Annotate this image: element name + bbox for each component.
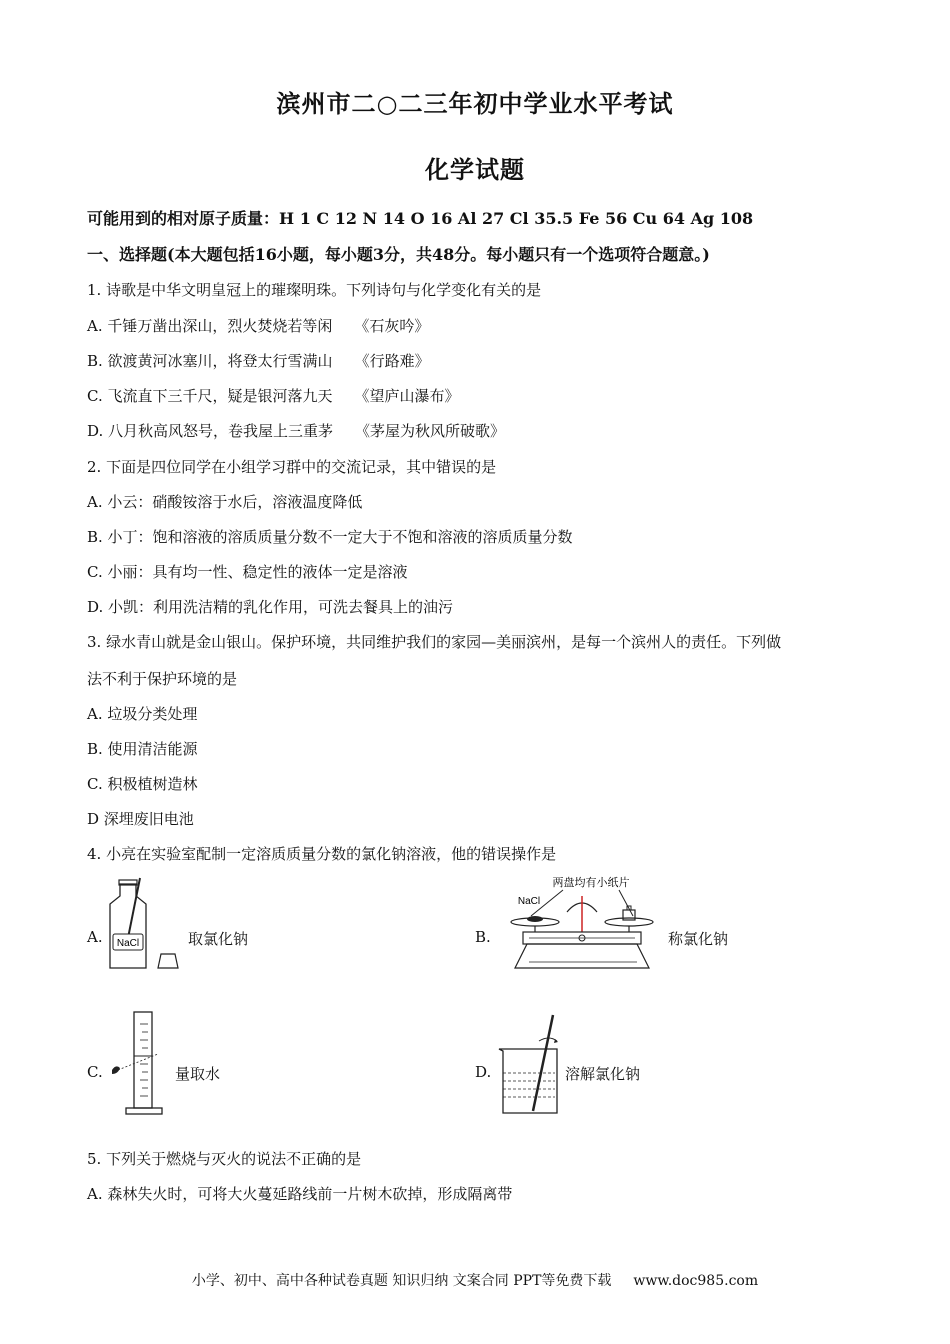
option-text: B. 欲渡黄河冰塞川，将登太行雪满山 [87,352,333,370]
exam-subtitle: 化学试题 [425,155,525,184]
q4-option-a-caption: 取氯化钠 [188,930,249,948]
q2-option-a: A. 小云：硝酸铵溶于水后，溶液温度降低 [87,493,363,511]
q1-option-a [87,315,429,336]
q2-stem: 2. 下面是四位同学在小组学习群中的交流记录，其中错误的是 [87,458,497,476]
option-text: A. 千锤万凿出深山，烈火焚烧若等闲 [87,317,333,335]
q3-stem-line2: 法不利于保护环境的是 [87,670,238,688]
reagent-bottle-illustration [104,878,184,974]
pan-label: NaCl [517,896,541,907]
q3-option-a: A. 垃圾分类处理 [87,705,198,723]
q4-option-b-caption: 称氯化钠 [668,930,729,948]
section-heading: 一、选择题(本大题包括16小题，每小题3分，共48分。每小题只有一个选项符合题意。) [87,245,710,264]
q4-option-a-letter: A. [87,928,103,946]
q2-option-c: C. 小丽：具有均一性、稳定性的液体一定是溶液 [87,563,408,581]
footer-text: 小学、初中、高中各种试卷真题 知识归纳 文案合同 PPT等免费下载 [191,1273,612,1289]
q3-option-c: C. 积极植树造林 [87,775,198,793]
option-text: D. 八月秋高风怒号，卷我屋上三重茅 [87,422,334,440]
beaker-illustration [495,1015,565,1119]
atomic-masses: 可能用到的相对原子质量：H 1 C 12 N 14 O 16 Al 27 Cl 35.5 Fe 56 Cu 64 Ag 108 [87,209,754,228]
option-text: C. 飞流直下三千尺，疑是银河落九天 [87,387,333,405]
q4-option-d-letter: D. [475,1063,492,1081]
poem-source: 《望庐山瀑布》 [354,387,460,405]
q1-stem: 1. 诗歌是中华文明皇冠上的璀璨明珠。下列诗句与化学变化有关的是 [87,281,542,299]
graduated-cylinder-illustration [104,1010,174,1118]
q4-option-b-letter: B. [475,928,491,946]
q4-option-c-caption: 量取水 [175,1065,221,1083]
page-footer [0,1270,950,1290]
exam-title: 滨州市二○二三年初中学业水平考试 [276,89,674,118]
q1-option-c [87,385,460,406]
q2-option-b: B. 小丁：饱和溶液的溶质质量分数不一定大于不饱和溶液的溶质质量分数 [87,528,573,546]
balance-note: 两盘均有小纸片 [552,876,630,889]
q4-option-c-letter: C. [87,1063,103,1081]
q3-option-d: D 深埋废旧电池 [87,810,194,828]
q3-stem-line1: 3. 绿水青山就是金山银山。保护环境，共同维护我们的家园—美丽滨州，是每一个滨州人的责任。下列做 [87,633,782,651]
q2-option-d: D. 小凯：利用洗洁精的乳化作用，可洗去餐具上的油污 [87,598,454,616]
q1-option-d [87,420,505,441]
poem-source: 《石灰吟》 [354,317,430,335]
q5-stem: 5. 下列关于燃烧与灭火的说法不正确的是 [87,1150,362,1168]
q4-option-d-caption: 溶解氯化钠 [565,1065,641,1083]
q5-option-a: A. 森林失火时，可将大火蔓延路线前一片树木砍掉，形成隔离带 [87,1185,513,1203]
poem-source: 《茅屋为秋风所破歌》 [355,422,506,440]
q3-option-b: B. 使用清洁能源 [87,740,198,758]
balance-illustration [505,872,663,972]
q1-option-b [87,350,430,371]
poem-source: 《行路难》 [354,352,430,370]
bottle-label: NaCl [116,938,140,949]
q4-stem: 4. 小亮在实验室配制一定溶质质量分数的氯化钠溶液，他的错误操作是 [87,845,557,863]
footer-url[interactable]: www.doc985.com [633,1273,759,1289]
